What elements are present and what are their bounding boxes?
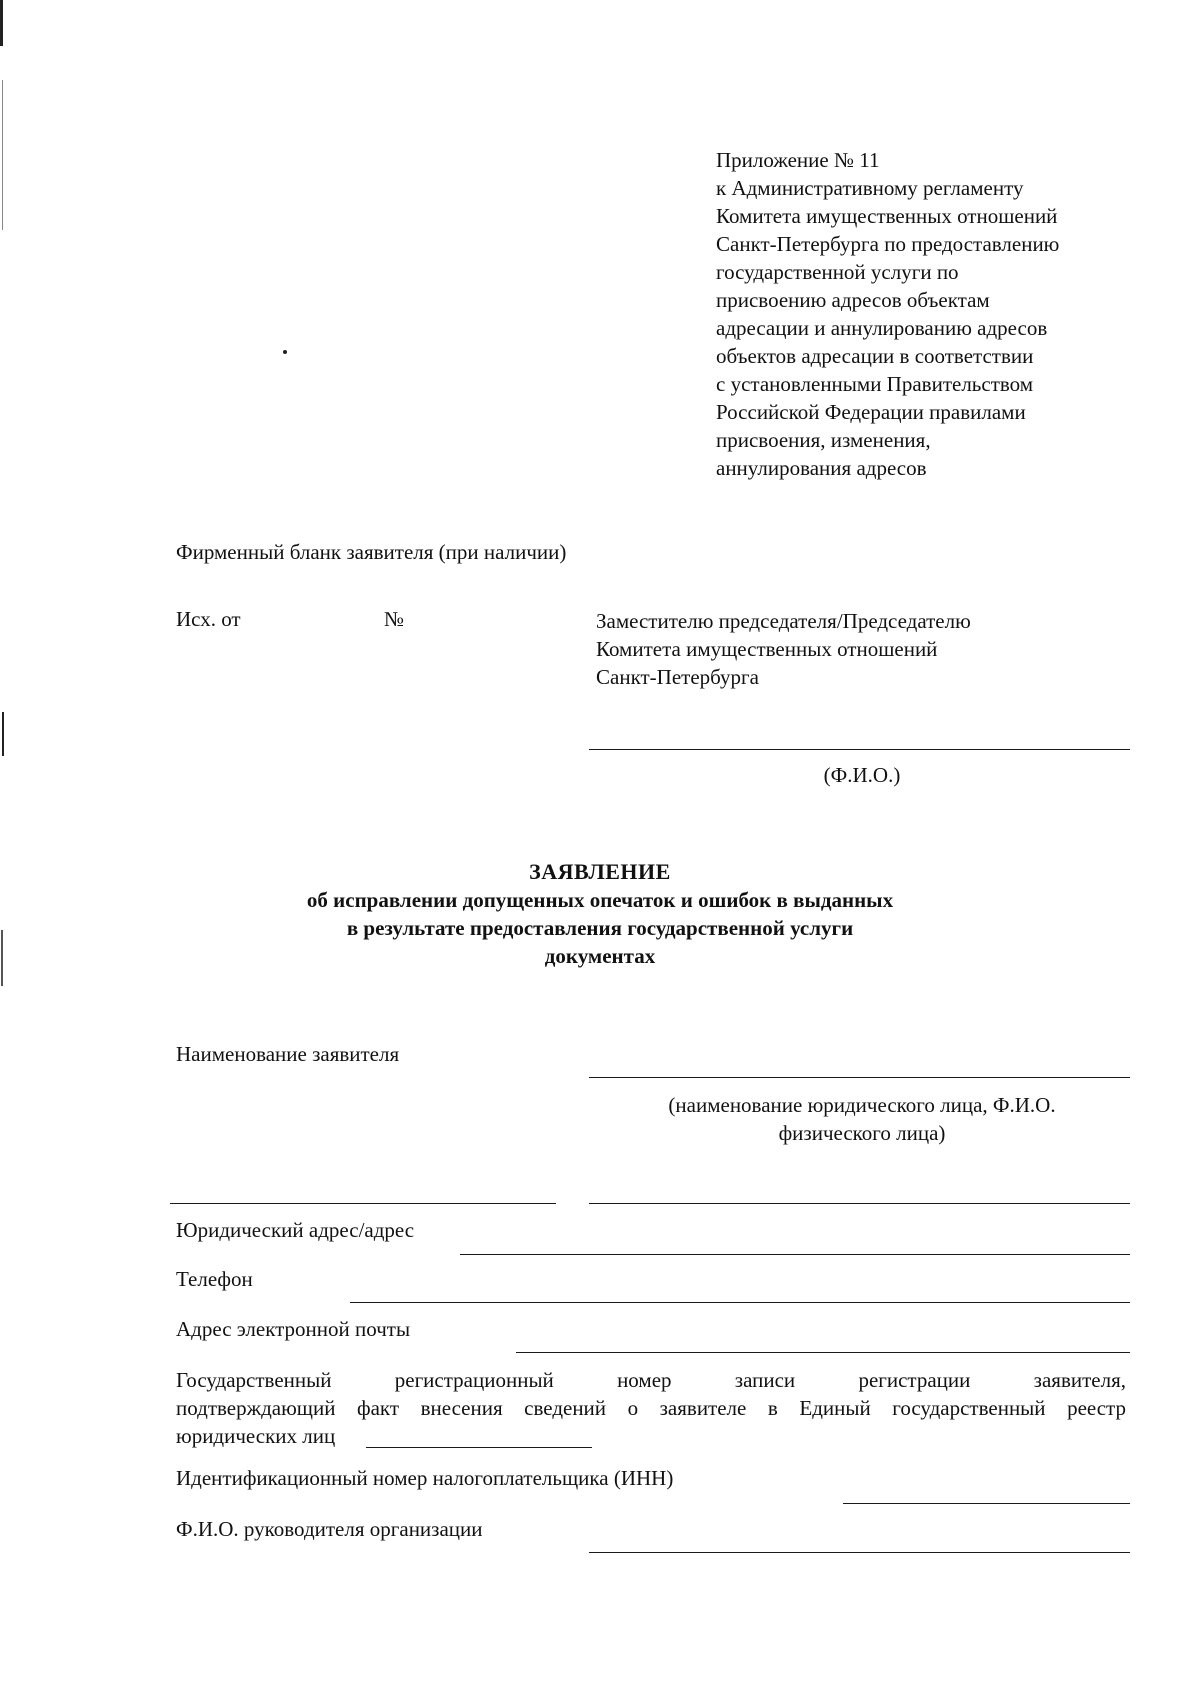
appendix-line: Российской Федерации правилами [716, 400, 1026, 424]
blank-line-right[interactable] [589, 1203, 1130, 1204]
blank-line-left[interactable] [170, 1203, 556, 1204]
ogrn-line: юридических лиц [176, 1424, 336, 1448]
addressee-fio-line[interactable] [589, 749, 1130, 750]
scan-edge-mark [1, 930, 3, 986]
appendix-line: Комитета имущественных отношений [716, 204, 1058, 228]
scan-dot [283, 350, 287, 354]
director-line[interactable] [589, 1552, 1130, 1553]
letterhead-label: Фирменный бланк заявителя (при наличии) [176, 540, 567, 564]
appendix-line: к Административному регламенту [716, 176, 1024, 200]
ogrn-line: Государственный регистрационный номер записи регистрации заявителя, [176, 1368, 1126, 1392]
director-label: Ф.И.О. руководителя организации [176, 1517, 483, 1541]
legal-address-line[interactable] [460, 1254, 1130, 1255]
title-subtitle-line: документах [544, 944, 656, 968]
caption-line: физического лица) [778, 1121, 946, 1145]
applicant-name-label: Наименование заявителя [176, 1042, 400, 1066]
caption-line: (наименование юридического лица, Ф.И.О. [668, 1093, 1056, 1117]
ogrn-line: подтверждающий факт внесения сведений о заявителе в Единый государственный реестр [176, 1396, 1126, 1420]
appendix-reference [716, 146, 1136, 482]
email-label: Адрес электронной почты [176, 1317, 411, 1341]
outgoing-date-label: Исх. от [176, 607, 241, 631]
appendix-line: объектов адресации в соответствии [716, 344, 1034, 368]
appendix-line: государственной услуги по [716, 260, 959, 284]
ogrn-line-field[interactable] [366, 1447, 592, 1448]
addressee-line: Комитета имущественных отношений [596, 637, 938, 661]
appendix-line: адресации и аннулированию адресов [716, 316, 1048, 340]
scan-edge-mark [2, 712, 4, 756]
appendix-line: Приложение № 11 [716, 148, 880, 172]
appendix-line: Санкт-Петербурга по предоставлению [716, 232, 1060, 256]
scan-edge-mark [0, 0, 3, 46]
appendix-line: присвоения, изменения, [716, 428, 931, 452]
addressee-block [596, 607, 971, 691]
inn-line[interactable] [843, 1503, 1130, 1504]
applicant-name-caption [592, 1091, 1132, 1147]
appendix-line: присвоению адресов объектам [716, 288, 990, 312]
phone-line[interactable] [350, 1302, 1130, 1303]
document-title [200, 858, 1000, 970]
title-subtitle-line: об исправлении допущенных опечаток и ошибок в выданных [306, 888, 894, 912]
title-subtitle-line: в результате предоставления государственной услуги [346, 916, 854, 940]
ogrn-paragraph [176, 1366, 1126, 1450]
outgoing-number-label: № [384, 607, 405, 631]
inn-label: Идентификационный номер налогоплательщика (ИНН) [176, 1466, 674, 1490]
appendix-line: аннулирования адресов [716, 456, 927, 480]
addressee-line: Санкт-Петербурга [596, 665, 759, 689]
email-line[interactable] [516, 1352, 1130, 1353]
addressee-line: Заместителю председателя/Председателю [596, 609, 971, 633]
scan-edge-mark [2, 80, 3, 230]
applicant-name-line[interactable] [589, 1077, 1130, 1078]
fio-caption: (Ф.И.О.) [823, 763, 901, 787]
phone-label: Телефон [176, 1267, 253, 1291]
title-main: ЗАЯВЛЕНИЕ [529, 859, 671, 884]
appendix-line: с установленными Правительством [716, 372, 1034, 396]
legal-address-label: Юридический адрес/адрес [176, 1218, 415, 1242]
